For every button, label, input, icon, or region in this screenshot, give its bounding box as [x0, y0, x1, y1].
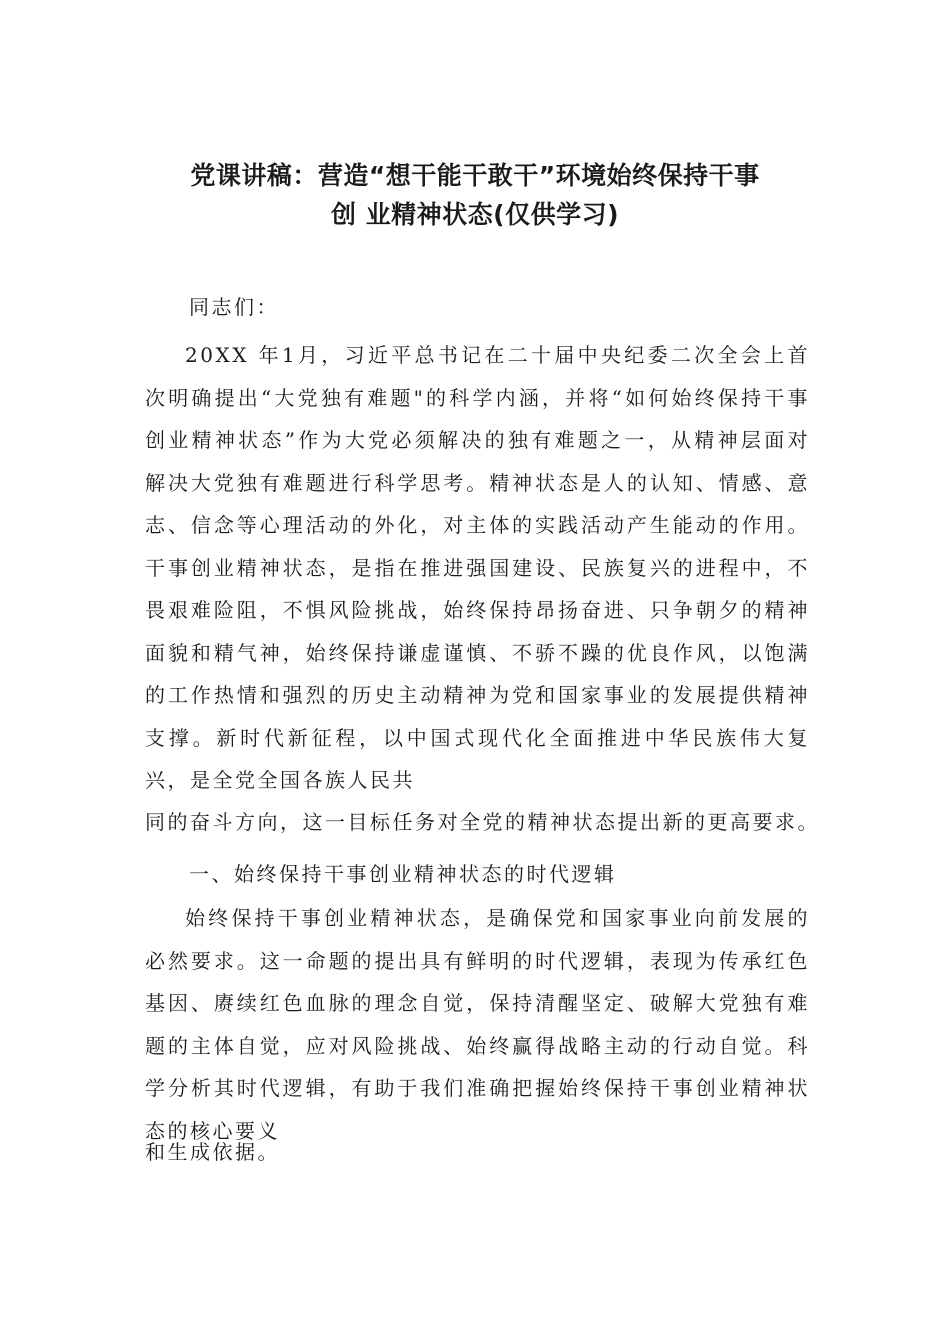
salutation: 同志们： [189, 295, 279, 319]
paragraph-1: 20XX 年1月，习近平总书记在二十届中央纪委二次全会上首次明确提出“大党独有难题"的科学内涵，并将“如何始终保持干事创业精神状态”作为大党必须解决的独有难题之一，从精神层面对解决大党独有难题进行科学思考。精神状态是人的认知、情感、意志、信念等心理活动的外化，对主体的实践活动产生能动的作用。干事创业精神状态，是指在推进强国建设、民族复兴的进程中，不畏艰难险阻，不惧风险挑战，始终保持昂扬奋进、只争朝夕的精神面貌和精气神，始终保持谦虚谨慎、不骄不躁的优良作风，以饱满的工作热情和强烈的历史主动精神为党和国家事业的发展提供精神支撑。新时代新征程，以中国式现代化全面推进中华民族伟大复兴，是全党全国各族人民共 [145, 343, 810, 792]
document-title-line-1: 党课讲稿：营造“想干能干敢干”环境始终保持干事 [190, 161, 760, 190]
paragraph-2-last-line: 和生成依据。 [145, 1140, 280, 1164]
section-heading-1: 一、始终保持干事创业精神状态的时代逻辑 [189, 862, 617, 886]
document-title-line-2: 创 业精神状态(仅供学习) [330, 200, 620, 229]
paragraph-1-last-line: 同的奋斗方向，这一目标任务对全党的精神状态提出新的更高要求。 [145, 810, 820, 834]
paragraph-2: 始终保持干事创业精神状态，是确保党和国家事业向前发展的必然要求。这一命题的提出具有鲜明的时代逻辑，表现为传承红色基因、赓续红色血脉的理念自觉，保持清醒坚定、破解大党独有难题的主体自觉，应对风险挑战、始终赢得战略主动的行动自觉。科学分析其时代逻辑，有助于我们准确把握始终保持干事创业精神状态的核心要义 [145, 906, 810, 1143]
